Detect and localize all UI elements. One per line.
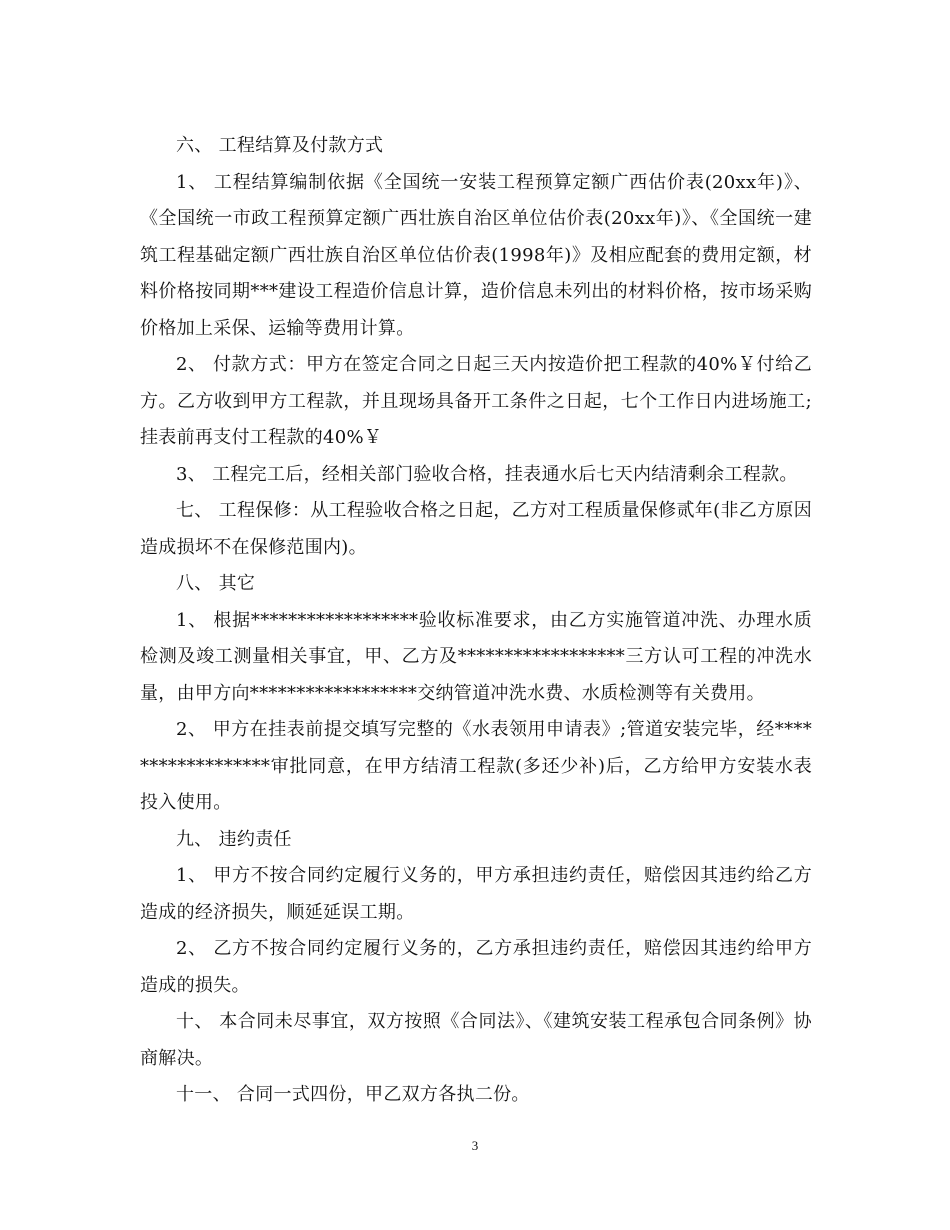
section-heading-settlement: 六、 工程结算及付款方式 (176, 135, 384, 156)
paragraph-meter-application: 2、 甲方在挂表前提交填写完整的《水表领用申请表》;管道安装完毕，经******************审批同意，在甲方结清工程款(多还少补)后，乙方给甲方安装水表投入使用。 (140, 719, 812, 813)
paragraph-final-payment: 3、 工程完工后，经相关部门验收合格，挂表通水后七天内结清剩余工程款。 (176, 463, 798, 485)
paragraph-party-b-liability: 2、 乙方不按合同约定履行义务的，乙方承担违约责任，赔偿因其违约给甲方造成的损失。 (140, 938, 812, 996)
section-heading-copies: 十一、 合同一式四份，甲乙双方各执二份。 (176, 1084, 530, 1105)
page-number: 3 (471, 1138, 479, 1153)
paragraph-settlement-basis: 1、 工程结算编制依据《全国统一安装工程预算定额广西估价表(20xx年)》、《全国统一市政工程预算定额广西壮族自治区单位估价表(20xx年)》、《全国统一建筑工程基础定额广西壮族自治区单位估价表(1998年)》及相应配套的费用定额，材料价格按同期***建设工程造价信息计算，造价信息未列出的材料价格，按市场采购价格加上采保、运输等费用计算。 (140, 171, 812, 339)
paragraph-payment-method: 2、 付款方式：甲方在签定合同之日起三天内按造价把工程款的40%￥付给乙方。乙方收到甲方工程款，并且现场具备开工条件之日起，七个工作日内进场施工;挂表前再支付工程款的40%￥ (140, 354, 812, 448)
section-heading-liability: 九、 违约责任 (176, 828, 292, 850)
section-heading-unresolved-matters: 十、 本合同未尽事宜，双方按照《合同法》、《建筑安装工程承包合同条例》协商解决。 (140, 1011, 812, 1069)
section-heading-warranty: 七、 工程保修：从工程验收合格之日起，乙方对工程质量保修贰年(非乙方原因造成损坏不在保修范围内)。 (140, 500, 812, 558)
section-heading-other: 八、 其它 (176, 573, 256, 594)
paragraph-flushing-testing: 1、 根据******************验收标准要求，由乙方实施管道冲洗、办理水质检测及竣工测量相关事宜，甲、乙方及******************三方认可工程的冲洗水量，由甲方向******************交纳管道冲洗水费、水质检测等有关费用。 (140, 609, 812, 704)
document-body (140, 128, 812, 1114)
paragraph-party-a-liability: 1、 甲方不按合同约定履行义务的，甲方承担违约责任，赔偿因其违约给乙方造成的经济损失，顺延延误工期。 (140, 865, 812, 923)
